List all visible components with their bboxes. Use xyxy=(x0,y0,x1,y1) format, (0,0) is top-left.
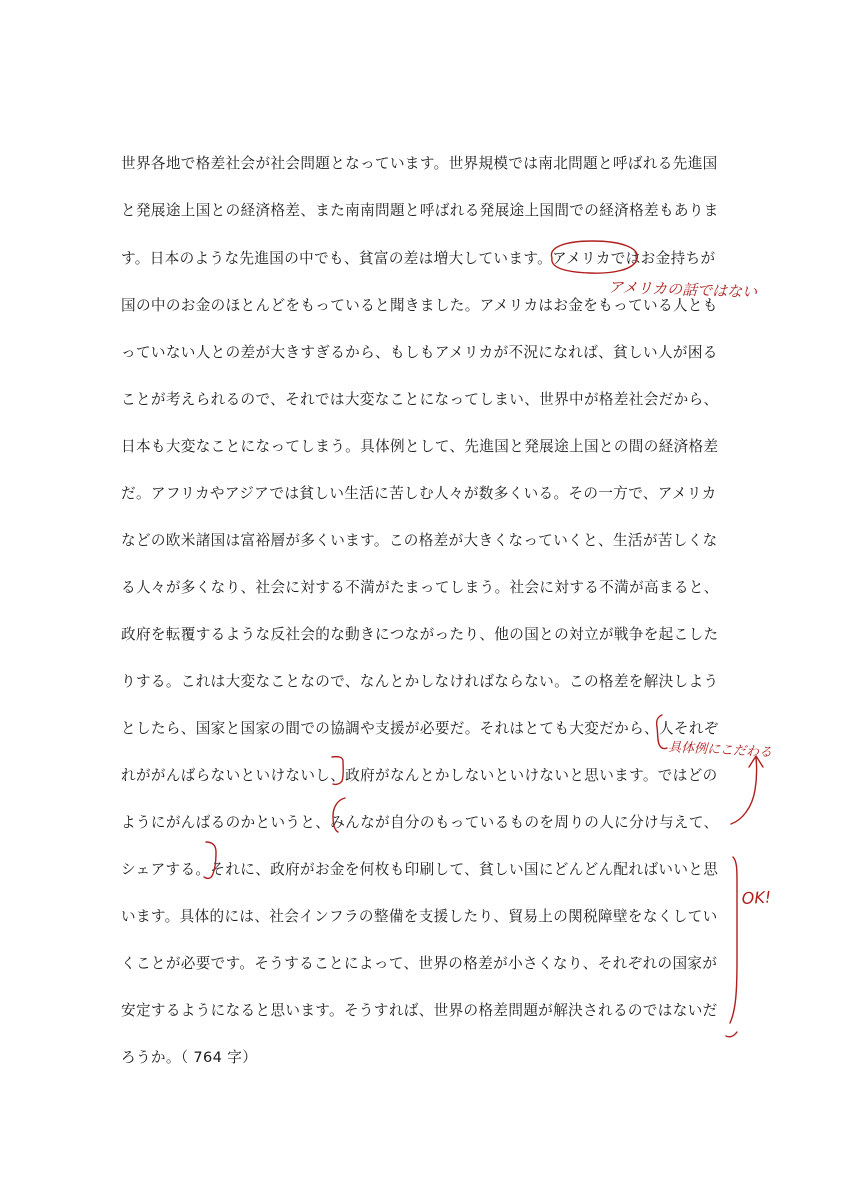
essay-line-15: ようにがんばるのかというと、みんなが自分のもっているものを周りの人に分け与えて、 xyxy=(121,814,719,831)
essay-line-4: 国の中のお金のほとんどをもっていると聞きました。アメリカはお金をもっている人とも xyxy=(121,297,718,314)
essay-line-5: っていない人との差が大きすぎるから、もしもアメリカが不況になれば、貧しい人が困る xyxy=(121,344,718,361)
essay-line-10: る人々が多くなり、社会に対する不満がたまってしまう。社会に対する不満が高まると、 xyxy=(121,579,719,596)
essay-line-3: す。日本のような先進国の中でも、貧富の差は増大しています。アメリカではお金持ちが xyxy=(121,250,716,267)
essay-line-2: と発展途上国との経済格差、また南南問題と呼ばれる発展途上国間での経済格差もありま xyxy=(121,202,719,219)
essay-line-8: だ。アフリカやアジアでは貧しい生活に苦しむ人々が数多くいる。その一方で、アメリカ xyxy=(121,485,717,502)
essay-line-17: います。具体的には、社会インフラの整備を支援したり、貿易上の関税障壁をなくしてい xyxy=(121,908,718,925)
essay-line-20: ろうか。（ 764 字） xyxy=(121,1049,258,1066)
essay-line-9: などの欧米諸国は富裕層が多くいます。この格差が大きくなっていくと、生活が苦しくな xyxy=(121,532,718,549)
essay-line-12: りする。これは大変なことなので、なんとかしなければならない。この格差を解決しよう xyxy=(121,673,719,690)
essay-line-1: 世界各地で格差社会が社会問題となっています。世界規模では南北問題と呼ばれる先進国 xyxy=(121,155,718,172)
essay-line-13: としたら、国家と国家の間での協調や支援が必要だ。それはとても大変だから、人それぞ xyxy=(121,720,719,737)
annotation-note-ok: OK! xyxy=(741,887,772,908)
essay-line-19: 安定するようになると思います。そうすれば、世界の格差問題が解決されるのではないだ xyxy=(121,1002,718,1019)
essay-line-16: シェアする。それに、政府がお金を何枚も印刷して、貧しい国にどんどん配ればいいと思 xyxy=(121,861,719,878)
annotation-note-specific: 具体例にこだわる xyxy=(667,740,773,761)
annotation-note-america: アメリカの話ではない xyxy=(607,278,758,302)
essay-line-14: れががんばらないといけないし、政府がなんとかしないといけないと思います。ではどの xyxy=(121,767,718,784)
essay-line-18: くことが必要です。そうすることによって、世界の格差が小さくなり、それぞれの国家が xyxy=(121,955,718,972)
essay-line-11: 政府を転覆するような反社会的な動きにつながったり、他の国との対立が戦争を起こした xyxy=(121,626,719,643)
essay-line-7: 日本も大変なことになってしまう。具体例として、先進国と発展途上国との間の経済格差 xyxy=(121,438,719,455)
essay-line-6: ことが考えられるので、それでは大変なことになってしまい、世界中が格差社会だから、 xyxy=(121,391,719,408)
